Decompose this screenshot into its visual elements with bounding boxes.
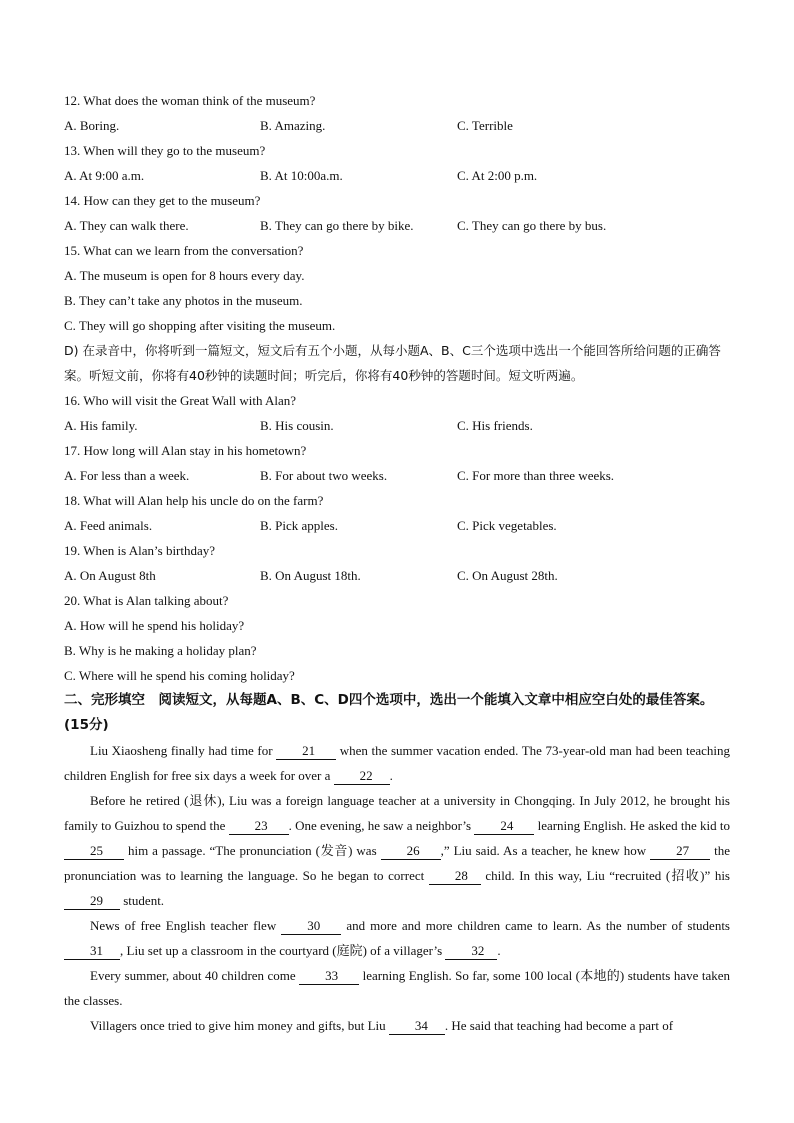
passage-paragraph-2	[64, 788, 730, 913]
question-stem: 16. Who will visit the Great Wall with Alan?	[64, 393, 297, 408]
option-c: C. They will go shopping after visiting the museum.	[64, 318, 336, 333]
question-stem: 17. How long will Alan stay in his hometown?	[64, 443, 307, 458]
option-b: B. At 10:00a.m.	[260, 168, 343, 183]
options-row	[64, 213, 730, 238]
section-d-instructions: D) 在录音中，你将听到一篇短文，短文后有五个小题，从每小题A、B、C三个选项中选出一个能回答所给问题的正确答案。听短文前，你将有40秒钟的读题时间；听完后，你将有40秒钟的答题时间。短文听两遍。	[64, 343, 721, 383]
options-row	[64, 163, 730, 188]
option-a: A. The museum is open for 8 hours every day.	[64, 268, 305, 283]
passage-paragraph-3	[64, 913, 730, 963]
option-b: B. For about two weeks.	[260, 468, 388, 483]
cloze-passage	[64, 738, 730, 1038]
option-c: C. At 2:00 p.m.	[457, 168, 538, 183]
option-a: A. Feed animals.	[64, 518, 153, 533]
passage-text: .	[497, 943, 501, 958]
passage-text: .	[389, 768, 393, 783]
option-c: C. Terrible	[457, 118, 513, 133]
option-b: B. They can’t take any photos in the museum.	[64, 293, 303, 308]
option-a: A. For less than a week.	[64, 468, 190, 483]
option-c: C. Pick vegetables.	[457, 518, 557, 533]
passage-text: News of free English teacher flew	[90, 918, 282, 933]
options-row	[64, 513, 730, 538]
option-a: A. On August 8th	[64, 568, 156, 583]
exam-page	[64, 88, 730, 1038]
option-c: C. Where will he spend his coming holiday?	[64, 668, 295, 683]
question-stem: 12. What does the woman think of the museum?	[64, 93, 316, 108]
blank-25: 25	[64, 843, 124, 860]
question-stem: 13. When will they go to the museum?	[64, 143, 266, 158]
options-row	[64, 113, 730, 138]
question-stem: 19. When is Alan’s birthday?	[64, 543, 216, 558]
blank-21: 21	[276, 743, 336, 760]
blank-32: 32	[445, 943, 497, 960]
option-b: B. They can go there by bike.	[260, 218, 414, 233]
passage-text: . One evening, he saw a neighbor’s	[288, 818, 475, 833]
options-row	[64, 563, 730, 588]
blank-28: 28	[429, 868, 481, 885]
question-17	[64, 438, 730, 488]
question-14	[64, 188, 730, 238]
blank-30: 30	[281, 918, 341, 935]
passage-text: student.	[120, 893, 165, 908]
option-a: A. Boring.	[64, 118, 120, 133]
question-12	[64, 88, 730, 138]
passage-text: ,” Liu said. As a teacher, he knew how	[440, 843, 651, 858]
passage-text: . He said that teaching had become a part of	[444, 1018, 674, 1033]
question-stem: 14. How can they get to the museum?	[64, 193, 261, 208]
blank-22: 22	[334, 768, 390, 785]
passage-paragraph-4	[64, 963, 730, 1013]
option-b: B. Why is he making a holiday plan?	[64, 643, 257, 658]
question-13	[64, 138, 730, 188]
option-a: A. How will he spend his holiday?	[64, 618, 245, 633]
option-c: C. On August 28th.	[457, 568, 558, 583]
options-row	[64, 413, 730, 438]
passage-text: , Liu set up a classroom in the courtyard (庭院) of a villager’s	[120, 943, 446, 958]
blank-23: 23	[229, 818, 289, 835]
blank-27: 27	[650, 843, 710, 860]
question-16	[64, 388, 730, 438]
passage-text: learning English. So far, some 100 local (本地的) students have taken the classes.	[64, 968, 731, 1008]
passage-paragraph-1	[64, 738, 730, 788]
blank-24: 24	[474, 818, 534, 835]
section-2-heading: 二、完形填空 阅读短文，从每题A、B、C、D四个选项中，选出一个能填入文章中相应空白处的最佳答案。(15分)	[64, 692, 714, 733]
passage-text: Before he retired (退休), Liu was a foreign language teacher at a university in Chongqing. In July 2012, he brought his family to Guizhou to spend the	[64, 793, 730, 833]
passage-text: child. In this way, Liu “recruited (招收)” his	[480, 868, 730, 883]
option-b: B. Pick apples.	[260, 518, 338, 533]
blank-33: 33	[299, 968, 359, 985]
passage-text: the pronunciation was to learning the language. So he began to correct	[64, 843, 730, 883]
question-stem: 20. What is Alan talking about?	[64, 593, 229, 608]
option-c: C. They can go there by bus.	[457, 218, 607, 233]
question-stem: 18. What will Alan help his uncle do on the farm?	[64, 493, 324, 508]
passage-text: Villagers once tried to give him money and gifts, but Liu	[90, 1018, 389, 1033]
passage-text: learning English. He asked the kid to	[534, 818, 731, 833]
passage-text: Liu Xiaosheng finally had time for	[90, 743, 277, 758]
question-18	[64, 488, 730, 538]
question-15	[64, 238, 730, 338]
option-a: A. At 9:00 a.m.	[64, 168, 145, 183]
question-20	[64, 588, 730, 688]
passage-text: Every summer, about 40 children come	[90, 968, 300, 983]
option-c: C. For more than three weeks.	[457, 468, 615, 483]
options-row	[64, 463, 730, 488]
option-c: C. His friends.	[457, 418, 533, 433]
blank-26: 26	[381, 843, 441, 860]
question-19	[64, 538, 730, 588]
passage-text: and more and more children came to learn. As the number of students	[341, 918, 730, 933]
option-a: A. His family.	[64, 418, 138, 433]
blank-31: 31	[64, 943, 120, 960]
option-b: B. His cousin.	[260, 418, 334, 433]
option-b: B. Amazing.	[260, 118, 326, 133]
option-a: A. They can walk there.	[64, 218, 189, 233]
passage-text: him a passage. “The pronunciation (发音) was	[124, 843, 381, 858]
question-stem: 15. What can we learn from the conversation?	[64, 243, 304, 258]
passage-paragraph-5	[64, 1013, 730, 1038]
blank-29: 29	[64, 893, 120, 910]
blank-34: 34	[389, 1018, 445, 1035]
option-b: B. On August 18th.	[260, 568, 361, 583]
passage-text: when the summer vacation ended. The 73-year-old man had been teaching children English for free six days a week for over a	[64, 743, 730, 783]
